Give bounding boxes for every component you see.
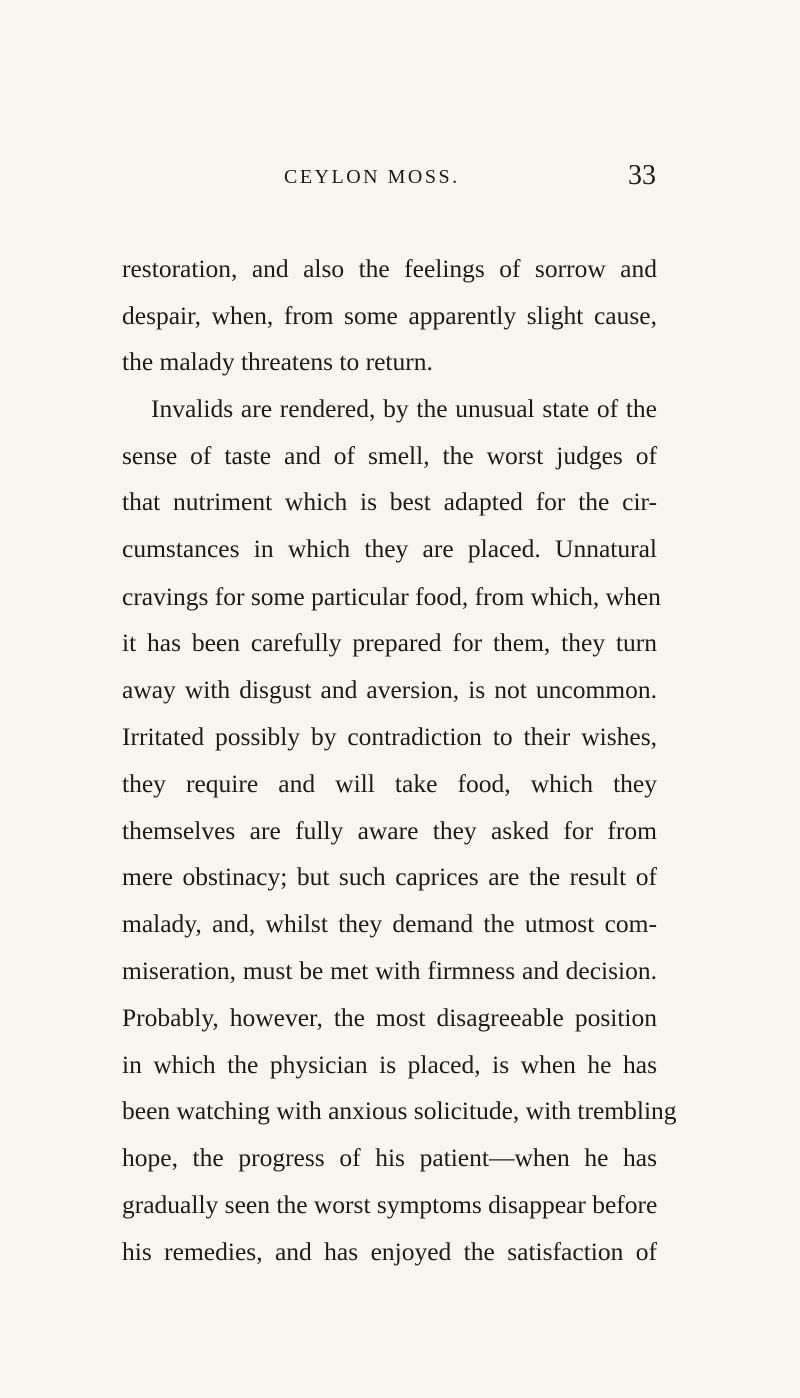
text-line: Invalids are rendered, by the unusual state of the [151, 394, 657, 423]
text-line: it has been carefully prepared for them, they turn [122, 628, 657, 657]
text-line: hope, the progress of his patient—when he has [122, 1143, 657, 1172]
text-line: in which the physician is placed, is when he has [122, 1050, 657, 1079]
text-line: cravings for some particular food, from which, when [122, 582, 661, 611]
text-line: miseration, must be met with firmness and decision. [122, 956, 657, 985]
text-line: the malady threatens to return. [122, 347, 433, 376]
running-title: CEYLON MOSS. [284, 166, 460, 188]
text-line: mere obstinacy; but such caprices are the result of [122, 862, 657, 891]
text-line: cumstances in which they are placed. Unnatural [122, 534, 657, 563]
text-line: been watching with anxious solicitude, with trembling [122, 1096, 677, 1125]
text-line: that nutriment which is best adapted for the cir- [122, 487, 657, 516]
page-number: 33 [628, 160, 656, 191]
text-line: they require and will take food, which they [122, 769, 657, 798]
text-line: despair, when, from some apparently slight cause, [122, 301, 657, 330]
text-line: away with disgust and aversion, is not uncommon. [122, 675, 657, 704]
text-line: malady, and, whilst they demand the utmost com- [122, 909, 657, 938]
text-line: his remedies, and has enjoyed the satisfaction of [122, 1237, 657, 1266]
text-line: gradually seen the worst symptoms disappear before [122, 1190, 658, 1219]
running-head [262, 158, 658, 198]
text-line: restoration, and also the feelings of sorrow and [122, 254, 657, 283]
text-line: Probably, however, the most disagreeable position [122, 1003, 657, 1032]
text-line: Irritated possibly by contradiction to their wishes, [122, 722, 657, 751]
text-line: sense of taste and of smell, the worst judges of [122, 441, 657, 470]
text-line: themselves are fully aware they asked for from [122, 816, 657, 845]
